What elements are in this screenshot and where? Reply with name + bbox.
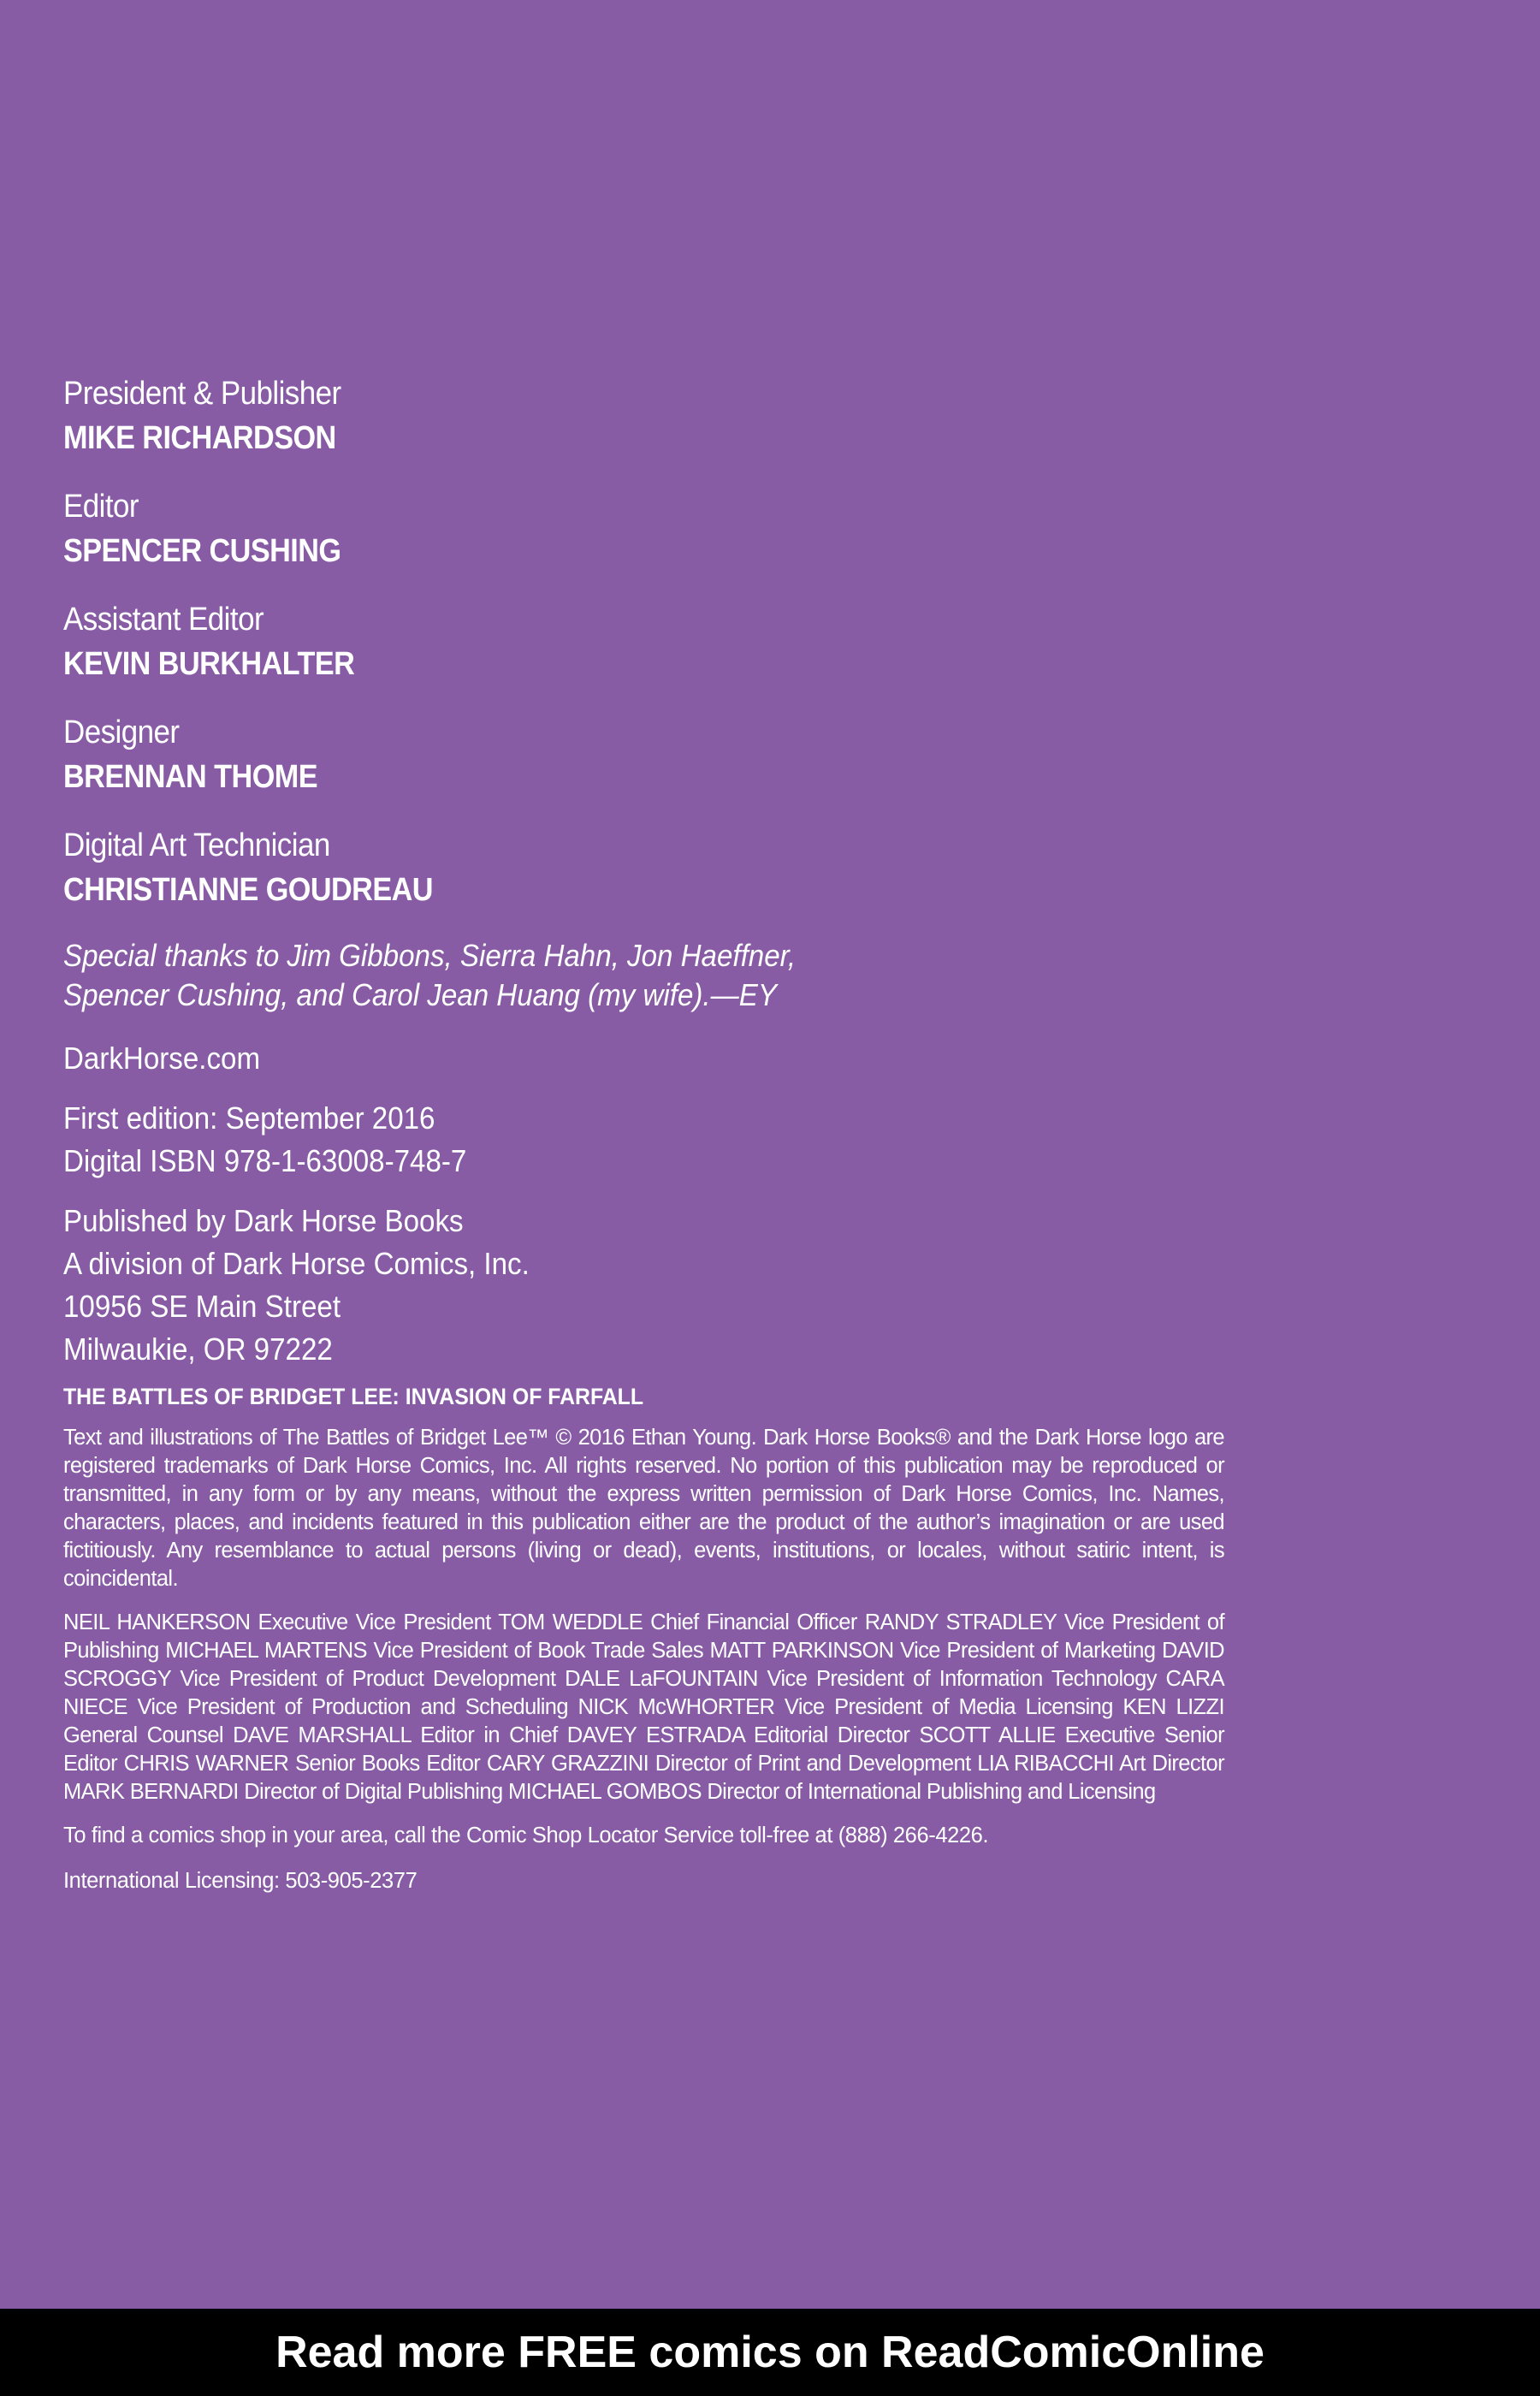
- special-thanks-line: Spencer Cushing, and Carol Jean Huang (my wife).—EY: [63, 977, 777, 1012]
- special-thanks: [63, 936, 1131, 1015]
- credit-publisher: [63, 371, 1224, 460]
- special-thanks-line: Special thanks to Jim Gibbons, Sierra Hahn, Jon Haeffner,: [63, 938, 797, 973]
- credit-name: CHRISTIANNE GOUDREAU: [63, 872, 433, 908]
- website-block: [63, 1037, 1224, 1080]
- promo-banner-text[interactable]: Read more FREE comics on ReadComicOnline: [275, 2328, 1265, 2377]
- international-licensing: International Licensing: 503-905-2377: [63, 1869, 418, 1893]
- credit-role: Assistant Editor: [63, 602, 264, 638]
- publisher-line: Published by Dark Horse Books: [63, 1203, 464, 1238]
- credit-designer: [63, 710, 1224, 799]
- credit-role: Digital Art Technician: [63, 827, 330, 863]
- edition-block: [63, 1097, 1224, 1183]
- digital-isbn: Digital ISBN 978-1-63008-748-7: [63, 1143, 467, 1178]
- publisher-line: A division of Dark Horse Comics, Inc.: [63, 1246, 530, 1281]
- credit-name: SPENCER CUSHING: [63, 533, 341, 569]
- credit-editor: [63, 484, 1224, 573]
- credit-role: Editor: [63, 489, 139, 525]
- credit-name: BRENNAN THOME: [63, 759, 317, 795]
- credit-name: MIKE RICHARDSON: [63, 420, 336, 456]
- book-title: THE BATTLES OF BRIDGET LEE: INVASION OF FARFALL: [63, 1384, 644, 1409]
- legal-notice: Text and illustrations of The Battles of Bridget Lee™ © 2016 Ethan Young. Dark Horse Books® and the Dark Horse logo are registered trademarks of Dark Horse Comics, Inc. All rights reserved. No portion of this publication may be reproduced or transmitted, in any form or by any means, without the express written permission of Dark Horse Comics, Inc. Names, characters, places, and incidents featured in this publication either are the product of the author’s imagination or are used fictitiously. Any resemblance to actual persons (living or dead), events, institutions, or locales, without satiric intent, is coincidental.: [63, 1426, 1224, 1591]
- credit-role: President & Publisher: [63, 376, 341, 412]
- publisher-block: [63, 1200, 1224, 1371]
- promo-banner[interactable]: [0, 2309, 1540, 2396]
- credit-assistant-editor: [63, 597, 1224, 686]
- first-edition: First edition: September 2016: [63, 1100, 435, 1136]
- staff-listing: NEIL HANKERSON Executive Vice President TOM WEDDLE Chief Financial Officer RANDY STRADLEY Vice President of Publishing MICHAEL MARTENS Vice President of Book Trade Sales MATT PARKINSON Vice President of Marketing DAVID SCROGGY Vice President of Product Development DALE LaFOUNTAIN Vice President of Information Technology CARA NIECE Vice President of Production and Scheduling NICK McWHORTER Vice President of Media Licensing KEN LIZZI General Counsel DAVE MARSHALL Editor in Chief DAVEY ESTRADA Editorial Director SCOTT ALLIE Executive Senior Editor CHRIS WARNER Senior Books Editor CARY GRAZZINI Director of Print and Development LIA RIBACCHI Art Director MARK BERNARDI Director of Digital Publishing MICHAEL GOMBOS Director of International Publishing and Licensing: [63, 1610, 1224, 1804]
- credits-page: [63, 371, 1224, 1913]
- credit-role: Designer: [63, 715, 180, 750]
- shop-locator: To find a comics shop in your area, call the Comic Shop Locator Service toll-free at (888) 266-4226.: [63, 1824, 989, 1847]
- website-link[interactable]: DarkHorse.com: [63, 1041, 261, 1076]
- credit-digital-art-technician: [63, 823, 1224, 912]
- credit-name: KEVIN BURKHALTER: [63, 646, 355, 682]
- publisher-city: Milwaukie, OR 97222: [63, 1331, 333, 1367]
- publisher-address: 10956 SE Main Street: [63, 1289, 341, 1324]
